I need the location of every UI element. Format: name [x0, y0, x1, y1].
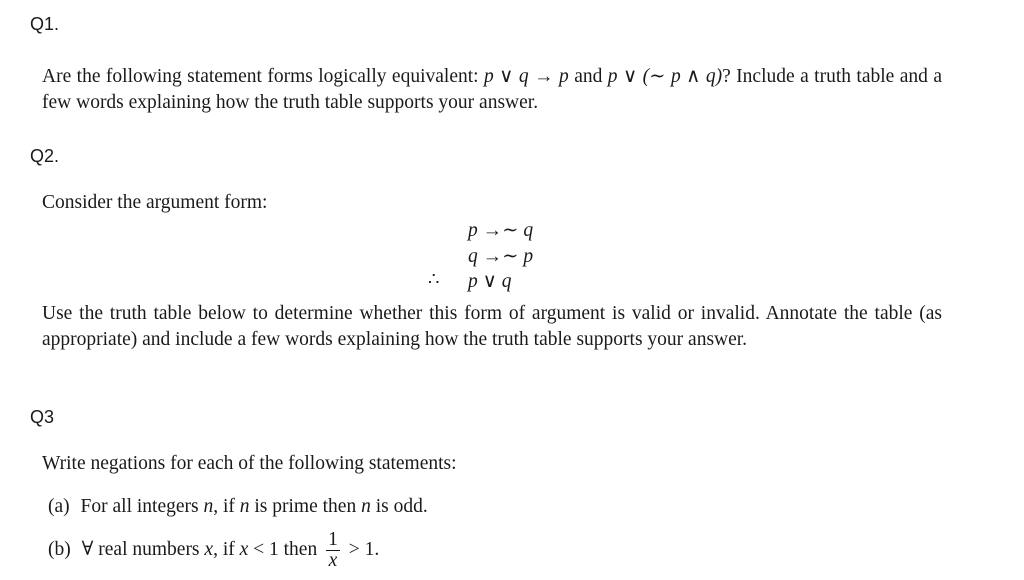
q3-item-b [48, 530, 379, 571]
fraction-denominator: x [328, 550, 338, 571]
q3-item-b-label: (b) [48, 538, 71, 560]
q3-item-b-text-3: < 1 then [248, 538, 323, 560]
q3-item-b-text-2: , if [213, 538, 240, 560]
therefore-symbol: ∴ [428, 269, 440, 290]
q1-and-word: and [568, 66, 608, 87]
q3-intro: Write negations for each of the following statements: [42, 453, 457, 474]
q3-item-a-var-1: n [203, 496, 214, 517]
q3-item-a [48, 494, 428, 520]
q3-item-a-var-3: n [361, 496, 371, 517]
q2-heading: Q2. [30, 146, 60, 166]
q3-item-b-text-1: ∀ real numbers [81, 538, 205, 560]
q2-intro: Consider the argument form: [42, 192, 268, 213]
q1-expression-2: p ∨ (∼ p ∧ q) [607, 66, 723, 87]
q3-item-a-text-1: For all integers [80, 496, 204, 517]
q2-conclusion: p ∨ q [468, 271, 512, 292]
q1-text-2: ? Include a truth table and a few words explaining how the truth table supports your answer. [42, 66, 943, 113]
q3-item-a-var-2: n [239, 496, 250, 517]
q2-premise-1: p →∼ q [468, 220, 534, 241]
q3-item-b-var-2: x [239, 538, 249, 560]
q3-item-b-text-4: > 1. [343, 538, 380, 560]
q1-text-1: Are the following statement forms logically equivalent: [42, 66, 484, 87]
q3-item-b-var-1: x [204, 538, 214, 560]
q3-item-a-text-2: , if [213, 496, 240, 517]
q1-question [42, 64, 942, 116]
q2-premise-2: q →∼ p [468, 246, 534, 267]
q1-heading: Q1. [30, 14, 60, 34]
q3-item-a-label: (a) [48, 496, 70, 517]
q2-instructions: Use the truth table below to determine whether this form of argument is valid or invalid. Annotate the table (as appropriate) and include a few words explaining how the truth table supports your answer. [42, 303, 942, 350]
q3-heading: Q3 [30, 407, 55, 427]
fraction-one-over-x [326, 530, 340, 571]
q3-item-a-text-3: is prime then [249, 496, 362, 517]
q3-item-a-text-4: is odd. [370, 496, 428, 517]
fraction-numerator: 1 [328, 529, 338, 550]
q1-expression-1: p ∨ q → p [484, 66, 569, 87]
